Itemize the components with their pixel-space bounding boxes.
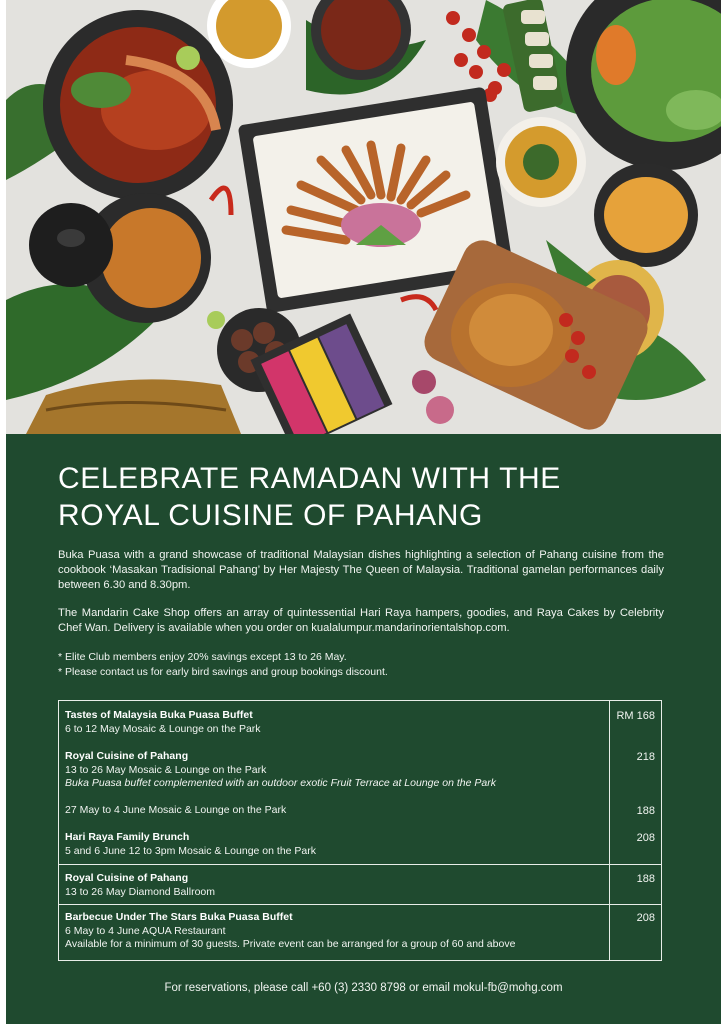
event-title: Barbecue Under The Stars Buka Puasa Buffet <box>65 911 293 923</box>
event-details: 27 May to 4 June Mosaic & Lounge on the Park <box>65 804 287 816</box>
content-panel <box>6 434 721 1024</box>
event-note: Buka Puasa buffet complemented with an outdoor exotic Fruit Terrace at Lounge on the Park <box>65 777 496 789</box>
event-price: 218 <box>636 751 655 763</box>
event-price: 188 <box>636 805 655 817</box>
event-price: 208 <box>636 832 655 844</box>
event-details: 6 to 12 May Mosaic & Lounge on the Park <box>65 722 261 735</box>
event-title: Tastes of Malaysia Buka Puasa Buffet <box>65 709 253 721</box>
headline-line-1: CELEBRATE RAMADAN WITH THE <box>58 462 561 495</box>
notes <box>58 650 388 679</box>
poster <box>6 0 721 1024</box>
table-row <box>65 804 605 818</box>
table-row <box>65 709 605 736</box>
event-title: Royal Cuisine of Pahang <box>65 750 189 762</box>
event-extra: Available for a minimum of 30 guests. Private event can be arranged for a group of 60 and above <box>65 938 516 950</box>
table-row <box>65 872 605 899</box>
event-price: 208 <box>636 912 655 924</box>
event-details: 13 to 26 May Mosaic & Lounge on the Park <box>65 763 267 776</box>
reservation-footer: For reservations, please call +60 (3) 2330 8798 or email mokul-fb@mohg.com <box>164 982 563 994</box>
note-item: * Elite Club members enjoy 20% savings except 13 to 26 May. <box>58 651 347 663</box>
event-details: 13 to 26 May Diamond Ballroom <box>65 885 215 898</box>
intro-paragraph: Buka Puasa with a grand showcase of traditional Malaysian dishes highlighting a selection of Pahang cuisine from the cookbook ‘Masakan Tradisional Pahang’ by Her Majesty The Queen of Malaysia. Traditional gamelan performances daily between 6.30 and 8.30pm. <box>58 549 664 591</box>
event-details: 5 and 6 June 12 to 3pm Mosaic & Lounge on the Park <box>65 844 317 857</box>
row-divider <box>59 864 661 865</box>
table-row <box>65 911 605 952</box>
event-title: Hari Raya Family Brunch <box>65 831 190 843</box>
food-illustration <box>6 0 721 434</box>
headline <box>58 460 678 534</box>
pricing-table <box>58 700 662 961</box>
event-details: 6 May to 4 June AQUA Restaurant <box>65 924 226 937</box>
event-title: Royal Cuisine of Pahang <box>65 872 189 884</box>
note-item: * Please contact us for early bird savings and group bookings discount. <box>58 665 388 678</box>
cakeshop-paragraph: The Mandarin Cake Shop offers an array of quintessential Hari Raya hampers, goodies, and Raya Cakes by Celebrity Chef Wan. Delivery is available when you order on kualalumpur.mandarinorientalshop.com. <box>58 607 664 634</box>
event-price: 188 <box>636 873 655 885</box>
row-divider <box>59 904 661 905</box>
headline-line-2: ROYAL CUISINE OF PAHANG <box>58 499 483 532</box>
table-row <box>65 831 605 858</box>
food-spread-image <box>6 0 721 434</box>
table-row <box>65 750 605 791</box>
column-divider <box>609 701 610 960</box>
event-price: RM 168 <box>616 710 655 722</box>
